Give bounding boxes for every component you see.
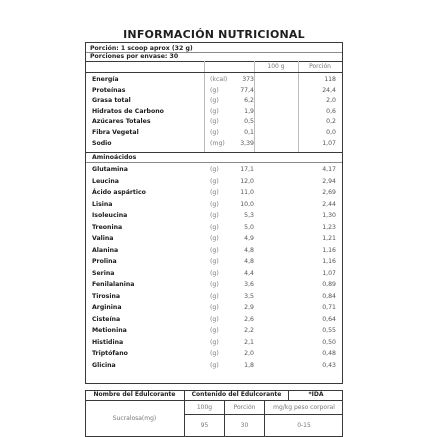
- row-value-portion: 2,44: [322, 200, 336, 208]
- row-name: Cisteína: [92, 315, 121, 323]
- row-value-100g: 1,9: [244, 107, 254, 115]
- row-value-100g: 4,8: [244, 246, 254, 254]
- row-unit: (g): [210, 129, 219, 136]
- row-unit: (g): [210, 315, 219, 323]
- aminoacid-row: [86, 200, 342, 210]
- row-value-portion: 1,23: [322, 223, 336, 231]
- row-unit: (g): [210, 177, 219, 185]
- page-title: INFORMACIÓN NUTRICIONAL: [123, 28, 305, 41]
- aminoacid-row: [86, 246, 342, 256]
- row-value-100g: 373: [242, 76, 254, 83]
- row-name: Valina: [92, 235, 114, 242]
- row-value-portion: 1,30: [322, 212, 336, 219]
- sweetener-ida-value: 0-15: [297, 422, 311, 429]
- row-unit: (g): [210, 118, 219, 126]
- row-name: Glutamina: [92, 166, 128, 173]
- column-header-portion: Porción: [309, 63, 331, 70]
- row-name: Glicina: [92, 361, 116, 369]
- aminoacid-row: [86, 303, 342, 313]
- divider: [86, 162, 342, 163]
- row-unit: (g): [210, 200, 219, 208]
- aminoacid-row: [86, 257, 342, 267]
- nutrient-row: [86, 75, 342, 85]
- aminoacid-row: [86, 177, 342, 187]
- row-value-100g: 6,2: [244, 97, 254, 105]
- row-name: Proteínas: [92, 86, 126, 94]
- row-value-portion: 2,0: [326, 97, 336, 105]
- row-unit: (g): [210, 292, 219, 300]
- aminoacid-row: [86, 338, 342, 348]
- row-value-portion: 0,55: [322, 327, 336, 334]
- aminoacid-row: [86, 349, 342, 359]
- row-name: Energía: [92, 76, 119, 83]
- row-name: Serina: [92, 269, 115, 277]
- row-value-portion: 0,84: [322, 292, 336, 300]
- row-value-100g: 77,4: [240, 86, 254, 94]
- row-value-portion: 2,69: [322, 189, 336, 196]
- row-name: Ácido aspártico: [92, 189, 146, 196]
- row-value-portion: 1,16: [322, 246, 336, 254]
- row-value-100g: 2,6: [244, 315, 254, 323]
- row-unit: (g): [210, 166, 219, 173]
- row-value-100g: 3,5: [244, 292, 254, 300]
- aminoacid-row: [86, 188, 342, 198]
- aminoacid-row: [86, 361, 342, 371]
- aminoacid-row: [86, 280, 342, 290]
- sweetener-portion-value: 30: [225, 415, 265, 437]
- row-name: Azúcares Totales: [92, 118, 151, 126]
- row-unit: (g): [210, 223, 219, 231]
- row-value-100g: 3,39: [240, 139, 254, 147]
- row-value-100g: 10,0: [240, 200, 254, 208]
- row-name: Tirosina: [92, 292, 121, 300]
- row-value-100g: 11,0: [240, 189, 254, 196]
- row-unit: (g): [210, 350, 219, 357]
- aminoacid-row: [86, 223, 342, 233]
- row-value-100g: 0,5: [244, 118, 254, 126]
- sweetener-name-header: Nombre del Edulcorante: [85, 390, 185, 401]
- row-value-portion: 0,6: [326, 107, 336, 115]
- row-name: Lisina: [92, 200, 113, 208]
- aminoacids-heading: Aminoácidos: [92, 154, 137, 161]
- row-value-portion: 0,50: [322, 338, 336, 346]
- row-value-100g: 4,9: [244, 235, 254, 242]
- divider: [86, 72, 342, 73]
- row-name: Triptófano: [92, 350, 128, 357]
- row-unit: (kcal): [210, 76, 228, 83]
- row-unit: (g): [210, 86, 219, 94]
- row-value-portion: 0,48: [322, 350, 336, 357]
- row-unit: (g): [210, 107, 219, 115]
- row-name: Prolina: [92, 258, 117, 265]
- nutrient-row: [86, 96, 342, 106]
- row-value-100g: 2,0: [244, 350, 254, 357]
- row-name: Histidina: [92, 338, 124, 346]
- row-value-portion: 118: [324, 76, 336, 83]
- nutrient-row: [86, 128, 342, 138]
- nutrient-row: [86, 86, 342, 96]
- sweetener-100g-header: 100g: [185, 401, 225, 415]
- row-unit: (g): [210, 327, 219, 334]
- row-unit: (g): [210, 246, 219, 254]
- row-value-100g: 17,1: [240, 166, 254, 173]
- row-name: Fenilalanina: [92, 281, 135, 288]
- row-value-portion: 2,94: [322, 177, 336, 185]
- row-value-portion: 24,4: [322, 86, 336, 94]
- nutrient-row: [86, 107, 342, 117]
- aminoacid-row: [86, 315, 342, 325]
- nutrient-row: [86, 139, 342, 149]
- row-unit: (mg): [210, 139, 225, 147]
- row-name: Arginina: [92, 304, 122, 311]
- row-value-100g: 1,8: [244, 361, 254, 369]
- row-value-100g: 3,6: [244, 281, 254, 288]
- row-value-100g: 2,2: [244, 327, 254, 334]
- row-value-100g: 5,0: [244, 223, 254, 231]
- row-name: Fibra Vegetal: [92, 129, 139, 136]
- aminoacid-row: [86, 234, 342, 244]
- row-value-portion: 1,07: [322, 269, 336, 277]
- row-value-100g: 2,9: [244, 304, 254, 311]
- row-value-100g: 0,1: [244, 129, 254, 136]
- row-value-100g: 4,8: [244, 258, 254, 265]
- row-value-portion: 0,0: [326, 129, 336, 136]
- row-value-portion: 0,64: [322, 315, 336, 323]
- row-unit: (g): [210, 304, 219, 311]
- row-value-portion: 1,16: [322, 258, 336, 265]
- nutrient-row: [86, 117, 342, 127]
- row-value-portion: 4,17: [322, 166, 336, 173]
- row-value-100g: 12,0: [240, 177, 254, 185]
- row-unit: (g): [210, 212, 219, 219]
- sweetener-name: Sucralosa(mg): [85, 401, 185, 437]
- row-name: Grasa total: [92, 97, 131, 105]
- nutrition-panel: [85, 28, 343, 429]
- row-name: Hidratos de Carbono: [92, 107, 164, 115]
- aminoacid-row: [86, 292, 342, 302]
- sweetener-content-header: Contenido del Edulcorante: [185, 390, 289, 401]
- aminoacid-row: [86, 326, 342, 336]
- row-unit: (g): [210, 281, 219, 288]
- aminoacid-row: [86, 211, 342, 221]
- row-value-portion: 1,21: [322, 235, 336, 242]
- row-value-portion: 0,2: [326, 118, 336, 126]
- row-name: Isoleucina: [92, 212, 128, 219]
- servings-per-container: Porciones por envase: 30: [90, 53, 179, 60]
- row-unit: (g): [210, 235, 219, 242]
- sweetener-portion-header: Porción: [225, 401, 265, 415]
- aminoacid-row: [86, 165, 342, 175]
- sweetener-ida-header: *IDA: [289, 390, 343, 401]
- row-unit: (g): [210, 258, 219, 265]
- row-name: Sodio: [92, 139, 112, 147]
- row-name: Leucina: [92, 177, 119, 185]
- nutrition-table: [85, 42, 343, 384]
- row-value-portion: 0,71: [322, 304, 336, 311]
- row-unit: (g): [210, 361, 219, 369]
- row-unit: (g): [210, 338, 219, 346]
- row-value-portion: 1,07: [322, 139, 336, 147]
- row-name: Treonina: [92, 223, 123, 231]
- row-value-100g: 5,3: [244, 212, 254, 219]
- serving-size: Porción: 1 scoop aprox (32 g): [90, 45, 193, 52]
- row-value-100g: 4,4: [244, 269, 254, 277]
- row-name: Alanina: [92, 246, 119, 254]
- row-unit: (g): [210, 97, 219, 105]
- row-value-portion: 0,89: [322, 281, 336, 288]
- row-name: Metionina: [92, 327, 127, 334]
- row-unit: (g): [210, 189, 219, 196]
- row-unit: (g): [210, 269, 219, 277]
- row-value-100g: 2,1: [244, 338, 254, 346]
- sweetener-ida-unit: mg/kg peso corporal: [265, 401, 343, 415]
- aminoacid-row: [86, 269, 342, 279]
- column-header-100g: 100 g: [267, 63, 285, 70]
- sweetener-100g-value: 95: [185, 415, 225, 437]
- row-value-portion: 0,43: [322, 361, 336, 369]
